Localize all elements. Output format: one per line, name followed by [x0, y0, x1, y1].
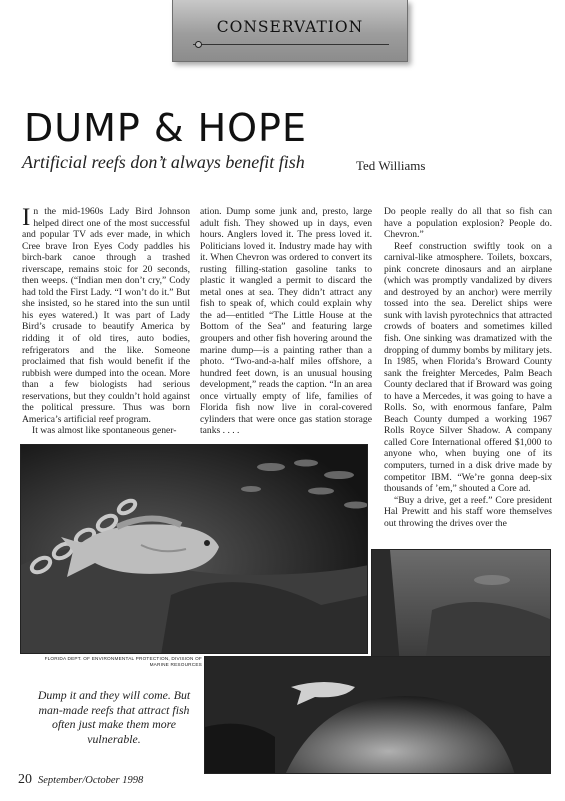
page-number: 20 [18, 772, 32, 787]
paragraph: ation. Dump some junk and, presto, large adult fish. They showed up in days, even hours. Anglers loved it. The press loved it. Politicians loved it. Industry made hay with it. When Chevron was ordered to convert its rusting filling-station gasoline tanks to plastic it wangled a permit to discard the metal ones at sea. They didn’t attract any fish to speak of, which could explain why the ad—entitled “The Little House at the Bottom of the Sea” and featuring large groupers and other fish hovering around the marine dump—is a painting rather than a photo. “Two-and-a-half miles offshore, a hundred feet down, is an unusual housing development,” reads the caption. “In an area once virtually empty of life, families of Florida fish now live in coral-covered cylinders that were once gas station storage tanks . . . . [200, 206, 372, 437]
photo-fish-sculpture [204, 656, 551, 774]
article-column-1 [22, 206, 190, 444]
dek: Artificial reefs don’t always benefit fish [22, 152, 305, 172]
page-folio [18, 770, 143, 788]
section-tab [172, 0, 408, 62]
paragraph: Reef construction swiftly took on a carnival-like atmosphere. Toilets, boxcars, pink concrete dinosaurs and an airplane (which was promptly vandalized by divers and destroyed by an anchor) were merrily tossed into the sea. Derelict ships were sunk with lavish pyrotechnics that attracted crowds of boaters and sometimes killed fish. One sinking was dramatized with the dropping of dummy bombs by military jets. In 1985, when Florida’s Broward County sank the freighter Mercedes, Palm Beach County declared that if Broward was going to have a Mercedes, it was going to have a Rolls. So, with enormous fanfare, Palm Beach County dumped a working 1967 Rolls Royce Silver Shadow. A company called Core International offered $1,000 to anyone who, when buying one of its computers, turned in a disk drive made by competitor IBM. “We’re gonna deep-six thousands of ’em,” shouted a Core ad. [384, 240, 552, 495]
paragraph: It was almost like spontaneous gener- [32, 425, 177, 437]
photo-fish-sculpture-image [205, 657, 551, 774]
photo-grouper-reef [20, 444, 368, 654]
headline: DUMP & HOPE [24, 106, 307, 150]
paragraph: Do people really do all that so fish can have a population explosion? People do. Chevron.” [384, 206, 552, 241]
article-column-2 [200, 206, 372, 438]
tab-rule [193, 44, 389, 45]
photo-caption: Dump it and they will come. But man-made reefs that attract fish often just make them more vulnerable. [37, 688, 191, 746]
byline: Ted Williams [356, 158, 426, 173]
issue-date: September/October 1998 [38, 775, 144, 786]
article-column-3 [384, 206, 552, 546]
fishhook-icon [195, 41, 202, 48]
paragraph: “Buy a drive, get a reef.” Core president Hal Prewitt and his staff wore themselves out throwing the drives over the [384, 494, 552, 529]
paragraph-text: n the mid-1960s Lady Bird Johnson helped direct one of the most successful and popular TV ads ever made, in which Cree brave Iron Eyes Cody paddles his birch-bark canoe through a trashed riverscape, remains stoic for 20 seconds, then weeps. (“Indian men don’t cry,” Cody had told the First Lady. “I won’t do it.” But she insisted, so he stared into the sun until his eyes watered.) It was part of Lady Bird’s crusade to beautify America by ridding it of old tires, auto bodies, refrigerators and the like. Someone proclaimed that fish would benefit if the rubbish were dumped into the ocean. More than a few biologists had serious reservations, but they couldn’t hold against the political pressure. Thus was born America’s artificial reef program. [22, 206, 190, 425]
drop-cap: I [22, 206, 31, 231]
photo-credit: FLORIDA DEPT. OF ENVIRONMENTAL PROTECTION, DIVISION OF MARINE RESOURCES [44, 656, 202, 667]
section-label: CONSERVATION [216, 18, 364, 36]
paragraph [22, 206, 190, 425]
photo-grouper-reef-image [21, 445, 368, 654]
